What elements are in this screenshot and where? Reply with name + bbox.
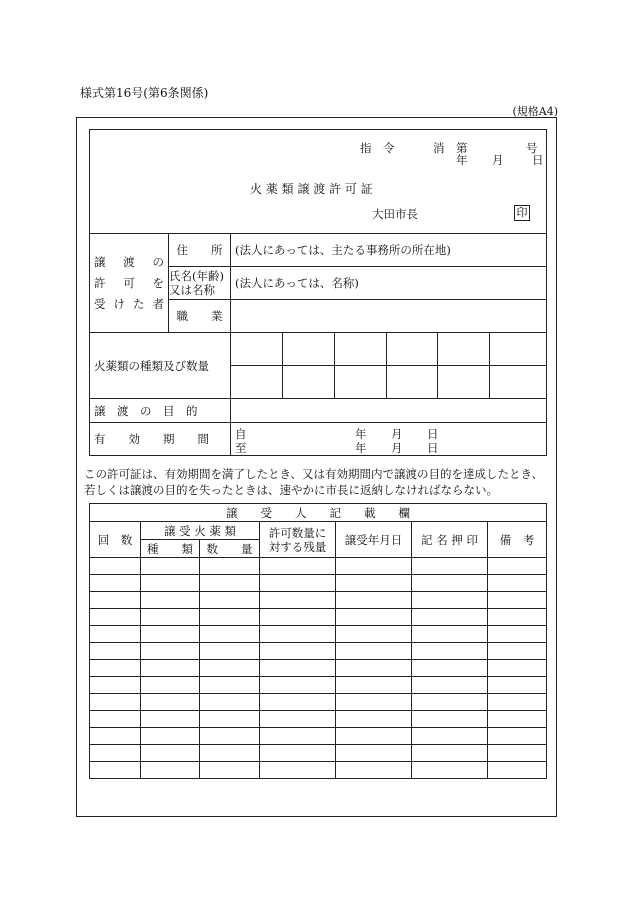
transfer-cell	[90, 626, 141, 643]
transfer-row	[90, 762, 547, 779]
number-prefix: 消 第	[433, 141, 468, 155]
transfer-cell	[488, 694, 547, 711]
explosives-cell	[490, 366, 547, 399]
transfer-cell	[336, 592, 412, 609]
validity-from-year: 年	[355, 427, 367, 441]
transfer-cell	[90, 660, 141, 677]
transfer-cell	[336, 711, 412, 728]
transfer-cell	[141, 575, 200, 592]
transfer-cell	[488, 660, 547, 677]
transfer-cell	[488, 626, 547, 643]
address-field: (法人にあっては、主たる事務所の所在地)	[231, 234, 547, 267]
transfer-cell	[200, 745, 260, 762]
transfer-cell	[260, 694, 336, 711]
transfer-cell	[336, 558, 412, 575]
explosives-cell	[335, 366, 387, 399]
validity-to: 至	[235, 441, 247, 455]
transfer-cell	[200, 677, 260, 694]
transfer-row	[90, 711, 547, 728]
explosives-cell	[283, 366, 335, 399]
transfer-cell	[412, 609, 488, 626]
transfer-cell	[488, 728, 547, 745]
transfer-cell	[90, 592, 141, 609]
transfer-row	[90, 626, 547, 643]
transfer-cell	[90, 643, 141, 660]
transfer-cell	[90, 677, 141, 694]
transfer-cell	[488, 558, 547, 575]
header-day: 日	[532, 153, 544, 167]
transfer-cell	[141, 677, 200, 694]
name-field: (法人にあっては、名称)	[231, 267, 547, 300]
transfer-row	[90, 660, 547, 677]
transfer-cell	[260, 643, 336, 660]
explosives-label: 火薬類の種類及び数量	[90, 333, 231, 399]
transfer-cell	[90, 609, 141, 626]
transfer-cell	[488, 575, 547, 592]
transfer-cell	[412, 575, 488, 592]
transfer-cell	[260, 609, 336, 626]
transfer-cell	[200, 626, 260, 643]
occupation-label: 職 業	[169, 300, 231, 333]
transfer-cell	[412, 677, 488, 694]
transfer-cell	[200, 558, 260, 575]
transfer-cell	[336, 762, 412, 779]
transfer-cell	[200, 592, 260, 609]
explosives-cell	[387, 366, 438, 399]
validity-to-day: 日	[427, 441, 439, 455]
transfer-cell	[336, 745, 412, 762]
transfer-row	[90, 609, 547, 626]
permit-header	[90, 130, 547, 234]
transfer-cell	[488, 677, 547, 694]
transfer-cell	[141, 609, 200, 626]
transfer-cell	[412, 592, 488, 609]
validity-from: 自	[235, 427, 247, 441]
transfer-cell	[90, 745, 141, 762]
transfer-cell	[260, 711, 336, 728]
transfer-cell	[336, 677, 412, 694]
designation-label: 指 令	[360, 141, 395, 155]
transfer-cell	[336, 575, 412, 592]
transfer-cell	[260, 745, 336, 762]
transfer-row	[90, 728, 547, 745]
explosives-cell	[438, 333, 490, 366]
transfer-cell	[336, 694, 412, 711]
transfer-cell	[90, 575, 141, 592]
grantee-label-line-3: 受 け た 者	[94, 296, 164, 311]
col-count: 回 数	[90, 522, 141, 558]
grantee-label-line-2: 許 可 を	[94, 275, 164, 290]
transfer-table-body	[90, 558, 547, 779]
transfer-cell	[488, 592, 547, 609]
transfer-cell	[200, 694, 260, 711]
transfer-cell	[141, 762, 200, 779]
transfer-row	[90, 592, 547, 609]
transfer-cell	[200, 643, 260, 660]
transfer-row	[90, 745, 547, 762]
transfer-row	[90, 694, 547, 711]
transfer-cell	[141, 558, 200, 575]
transfer-cell	[260, 762, 336, 779]
col-received: 譲 受 火 薬 類	[141, 522, 260, 540]
transfer-cell	[141, 694, 200, 711]
transfer-cell	[141, 626, 200, 643]
explosives-cell	[335, 333, 387, 366]
name-label-line-2: 又は名称	[169, 283, 215, 297]
transfer-cell	[200, 762, 260, 779]
transfer-cell	[200, 575, 260, 592]
transfer-cell	[336, 643, 412, 660]
validity-label: 有 効 期 間	[90, 423, 231, 456]
transfer-cell	[260, 558, 336, 575]
transfer-cell	[200, 660, 260, 677]
transfer-cell	[260, 575, 336, 592]
transfer-cell	[412, 762, 488, 779]
transfer-cell	[412, 558, 488, 575]
transfer-cell	[488, 745, 547, 762]
validity-from-day: 日	[427, 427, 439, 441]
transfer-cell	[141, 728, 200, 745]
explosives-cell	[231, 333, 283, 366]
transfer-cell	[90, 558, 141, 575]
transfer-cell	[90, 762, 141, 779]
purpose-label: 譲 渡 の 目 的	[90, 399, 231, 423]
transfer-cell	[336, 609, 412, 626]
seal-mark: 印	[514, 205, 530, 221]
transfer-row	[90, 558, 547, 575]
grantee-label-line-1: 譲 渡 の	[94, 254, 164, 269]
purpose-field	[231, 399, 547, 423]
transfer-cell	[336, 728, 412, 745]
transfer-cell	[141, 711, 200, 728]
transfer-cell	[488, 609, 547, 626]
col-remarks: 備 考	[488, 522, 547, 558]
transfer-cell	[412, 711, 488, 728]
transfer-cell	[260, 677, 336, 694]
transfer-cell	[90, 728, 141, 745]
form-number: 様式第16号(第6条関係)	[80, 86, 209, 100]
size-note: (規格A4)	[512, 105, 558, 118]
transfer-cell	[412, 626, 488, 643]
permit-title: 火 薬 類 譲 渡 許 可 証	[250, 182, 373, 196]
validity-field	[231, 423, 547, 456]
validity-to-month: 月	[391, 441, 403, 455]
name-label	[169, 267, 231, 300]
transfer-cell	[260, 660, 336, 677]
transfer-cell	[200, 609, 260, 626]
explosives-cell	[387, 333, 438, 366]
grantee-group-label	[90, 234, 169, 333]
explosives-cell	[490, 333, 547, 366]
explosives-cell	[231, 366, 283, 399]
address-label: 住 所	[169, 234, 231, 267]
number-suffix: 号	[526, 141, 538, 155]
transfer-cell	[488, 762, 547, 779]
transfer-cell	[141, 643, 200, 660]
transfer-cell	[200, 711, 260, 728]
issuer-name: 大田市長	[372, 207, 418, 221]
validity-from-month: 月	[391, 427, 403, 441]
transfer-cell	[412, 728, 488, 745]
transfer-cell	[412, 660, 488, 677]
name-label-line-1: 氏名(年齢)	[169, 269, 224, 283]
transfer-cell	[260, 728, 336, 745]
transfer-cell	[141, 660, 200, 677]
explosives-cell	[438, 366, 490, 399]
permit-table	[89, 129, 547, 456]
transfer-cell	[412, 745, 488, 762]
transfer-row	[90, 575, 547, 592]
col-date: 譲受年月日	[336, 522, 412, 558]
col-remaining	[260, 522, 336, 558]
transfer-cell	[90, 711, 141, 728]
header-year: 年	[456, 153, 468, 167]
return-notice: この許可証は、有効期間を満了したとき、又は有効期間内で譲渡の目的を達成したとき、若しくは譲渡の目的を失ったときは、速やかに市長に返納しなければならない。	[84, 467, 544, 497]
transfer-table	[89, 503, 547, 779]
transfer-cell	[336, 626, 412, 643]
occupation-field	[231, 300, 547, 333]
transfer-cell	[260, 592, 336, 609]
transfer-row	[90, 643, 547, 660]
col-remaining-line-2: 対する残量	[268, 539, 327, 554]
transfer-cell	[260, 626, 336, 643]
validity-to-year: 年	[355, 441, 367, 455]
transfer-cell	[141, 745, 200, 762]
explosives-cell	[283, 333, 335, 366]
col-type: 種 類	[141, 540, 200, 558]
transfer-cell	[141, 592, 200, 609]
transfer-cell	[336, 660, 412, 677]
transfer-cell	[488, 711, 547, 728]
col-remaining-line-1: 許可数量に	[268, 525, 327, 540]
transfer-row	[90, 677, 547, 694]
col-signature: 記 名 押 印	[412, 522, 488, 558]
transfer-cell	[412, 694, 488, 711]
transfer-table-title: 譲 受 人 記 載 欄	[90, 504, 547, 522]
col-quantity: 数 量	[200, 540, 260, 558]
transfer-cell	[200, 728, 260, 745]
transfer-cell	[488, 643, 547, 660]
transfer-cell	[90, 694, 141, 711]
header-month: 月	[492, 153, 504, 167]
transfer-cell	[412, 643, 488, 660]
